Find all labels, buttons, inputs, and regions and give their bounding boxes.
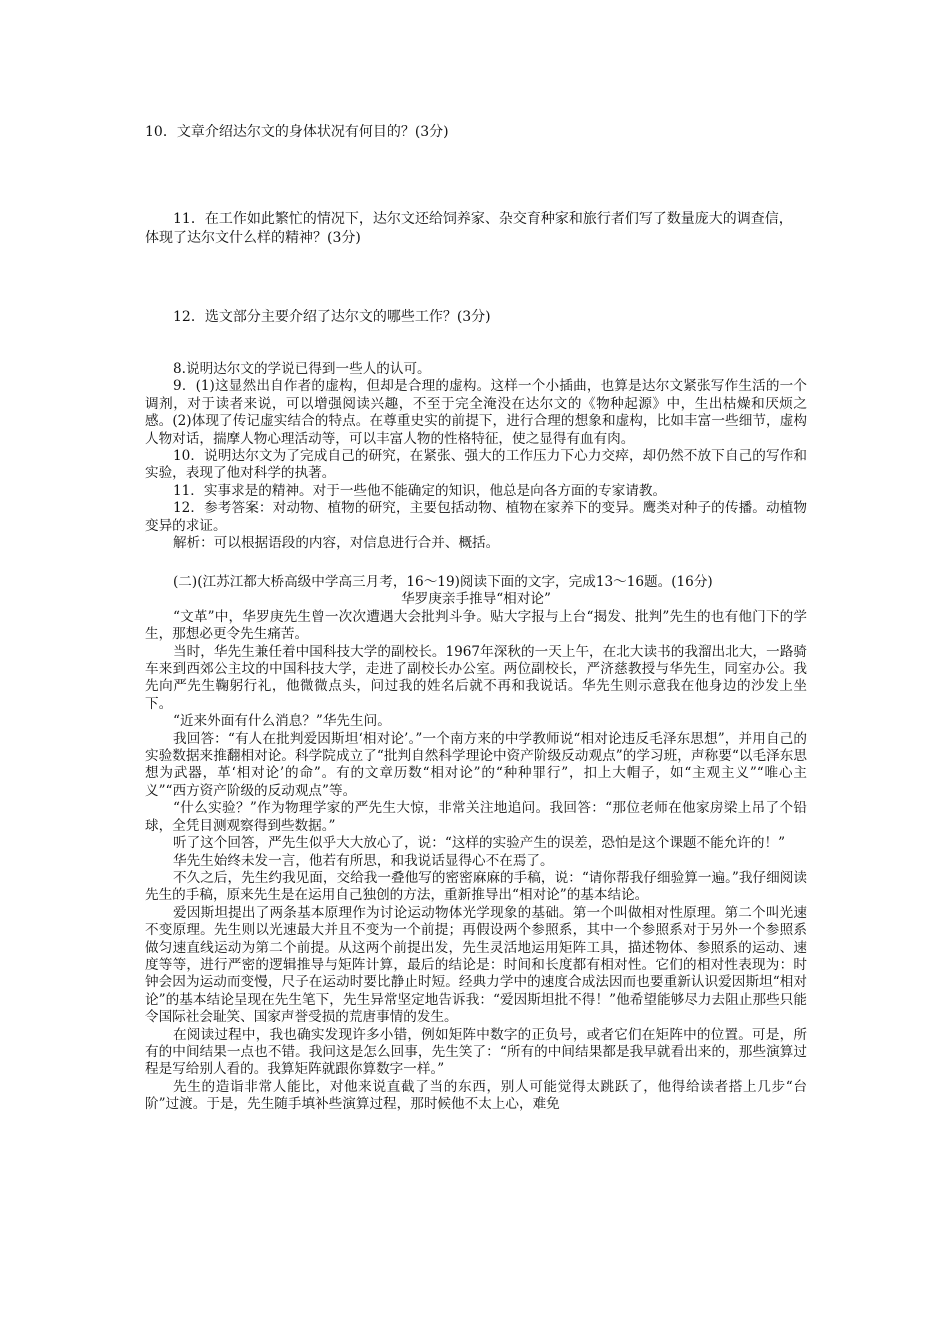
- answer-key: [145, 361, 807, 552]
- answer-9: 9．(1)这显然出自作者的虚构，但却是合理的虚构。这样一个小插曲，也算是达尔文紧张写作生活的一个调剂，对于读者来说，可以增强阅读兴趣，不至于完全淹没在达尔文的《物种起源》中，生出枯燥和厌烦之感。(2)体现了传记虚实结合的特点。在尊重史实的前提下，进行合理的想象和虚构，比如丰富一些细节，虚构人物对话，揣摩人物心理活动等，可以丰富人物的性格特征，使之显得有血有肉。: [145, 378, 807, 447]
- answer-11: 11．实事求是的精神。对于一些他不能确定的知识，他总是向各方面的专家请教。: [173, 482, 667, 499]
- passage-paragraph: 我回答：“有人在批判爱因斯坦‘相对论’。”一个南方来的中学教师说“相对论违反毛泽东思想”，并用自己的实验数据来推翻相对论。科学院成立了“批判自然科学理论中资产阶级反动观点”的学习班，声称要“以毛泽东思想为武器，革‘相对论’的命”。有的文章历数“相对论”的“种种罪行”，扣上大帽子，如“主观主义”“唯心主义”“西方资产阶级的反动观点”等。: [145, 730, 807, 799]
- section-intro: (二)(江苏江都大桥高级中学高三月考，16～19)阅读下面的文字，完成13～16题。(16分): [173, 574, 713, 590]
- question-10: 10．文章介绍达尔文的身体状况有何目的？(3分): [145, 124, 449, 140]
- question-11: 11．在工作如此繁忙的情况下，达尔文还给饲养家、杂交育种家和旅行者们写了数量庞大的调查信，体现了达尔文什么样的精神？(3分): [145, 211, 793, 246]
- passage-paragraph: 听了这个回答，严先生似乎大大放心了，说：“这样的实验产生的误差，恐怕是这个课题不能允许的！”: [173, 835, 786, 852]
- passage-paragraph: “近来外面有什么消息？”华先生问。: [173, 713, 391, 730]
- passage-paragraph: 华先生始终未发一言，他若有所思，和我说话显得心不在焉了。: [173, 852, 554, 869]
- passage-paragraph: “文革”中，华罗庚先生曾一次次遭遇大会批判斗争。贴大字报与上台“揭发、批判”先生的也有他门下的学生，那想必更令先生痛苦。: [145, 608, 807, 643]
- answer-12: 12．参考答案：对动物、植物的研究，主要包括动物、植物在家养下的变异。鹰类对种子的传播。动植物变异的求证。: [145, 500, 807, 534]
- answer-analysis: 解析：可以根据语段的内容，对信息进行合并、概括。: [173, 535, 500, 552]
- question-12: 12．选文部分主要介绍了达尔文的哪些工作？(3分): [173, 309, 491, 325]
- passage-paragraph: 爱因斯坦提出了两条基本原理作为讨论运动物体光学现象的基础。第一个叫做相对性原理。第二个叫光速不变原理。先生则以光速最大并且不变为一个前提；再假设两个参照系，其中一个参照系对于另外一个参照系做匀速直线运动为第二个前提。从这两个前提出发，先生灵活地运用矩阵工具，描述物体、参照系的运动、速度等等，进行严密的逻辑推导与矩阵计算，最后的结论是：时间和长度都有相对性。它们的相对性表现为：时钟会因为运动而变慢，尺子在运动时要比静止时短。经典力学中的速度合成法因而也要重新认识爱因斯坦“相对论”的基本结论呈现在先生笔下，先生异常坚定地告诉我：“爱因斯坦批不得！”他希望能够尽力去阻止那些只能令国际社会耻笑、国家声誉受损的荒唐事情的发生。: [145, 904, 807, 1026]
- answer-10: 10．说明达尔文为了完成自己的研究，在紧张、强大的工作压力下心力交瘁，却仍然不放下自己的写作和实验，表现了他对科学的执著。: [145, 448, 807, 482]
- passage-paragraph: “什么实验？”作为物理学家的严先生大惊，非常关注地追问。我回答：“那位老师在他家房梁上吊了个铅球，全凭目测观察得到些数据。”: [145, 800, 807, 834]
- passage-paragraph: 在阅读过程中，我也确实发现许多小错，例如矩阵中数字的正负号，或者它们在矩阵中的位置。可是，所有的中间结果一点也不错。我问这是怎么回事，先生笑了：“所有的中间结果都是我早就看出来的，那些演算过程是写给别人看的。我算矩阵就跟你算数字一样。”: [145, 1026, 807, 1078]
- passage-paragraph: 不久之后，先生约我见面，交给我一叠他写的密密麻麻的手稿，说：“请你帮我仔细验算一遍。”我仔细阅读先生的手稿，原来先生是在运用自己独创的方法，重新推导出“相对论”的基本结论。: [145, 869, 807, 904]
- answer-8: 8.说明达尔文的学说已得到一些人的认可。: [173, 361, 431, 377]
- passage-paragraph: 当时，华先生兼任着中国科技大学的副校长。1967年深秋的一天上午，在北大读书的我溜出北大，一路骑车来到西郊公主坟的中国科技大学，走进了副校长办公室。两位副校长，严济慈教授与华先生，同室办公。我先向严先生鞠躬行礼，他微微点头，问过我的姓名后就不再和我说话。华先生则示意我在他身边的沙发上坐下。: [145, 643, 807, 712]
- passage-paragraph: 先生的造诣非常人能比，对他来说直截了当的东西，别人可能觉得太跳跃了，他得给读者搭上几步“台阶”过渡。于是，先生随手填补些演算过程，那时候他不太上心，难免: [145, 1078, 807, 1113]
- reading-section-2: [145, 574, 807, 1114]
- passage-title: 华罗庚亲手推导“相对论”: [401, 591, 551, 608]
